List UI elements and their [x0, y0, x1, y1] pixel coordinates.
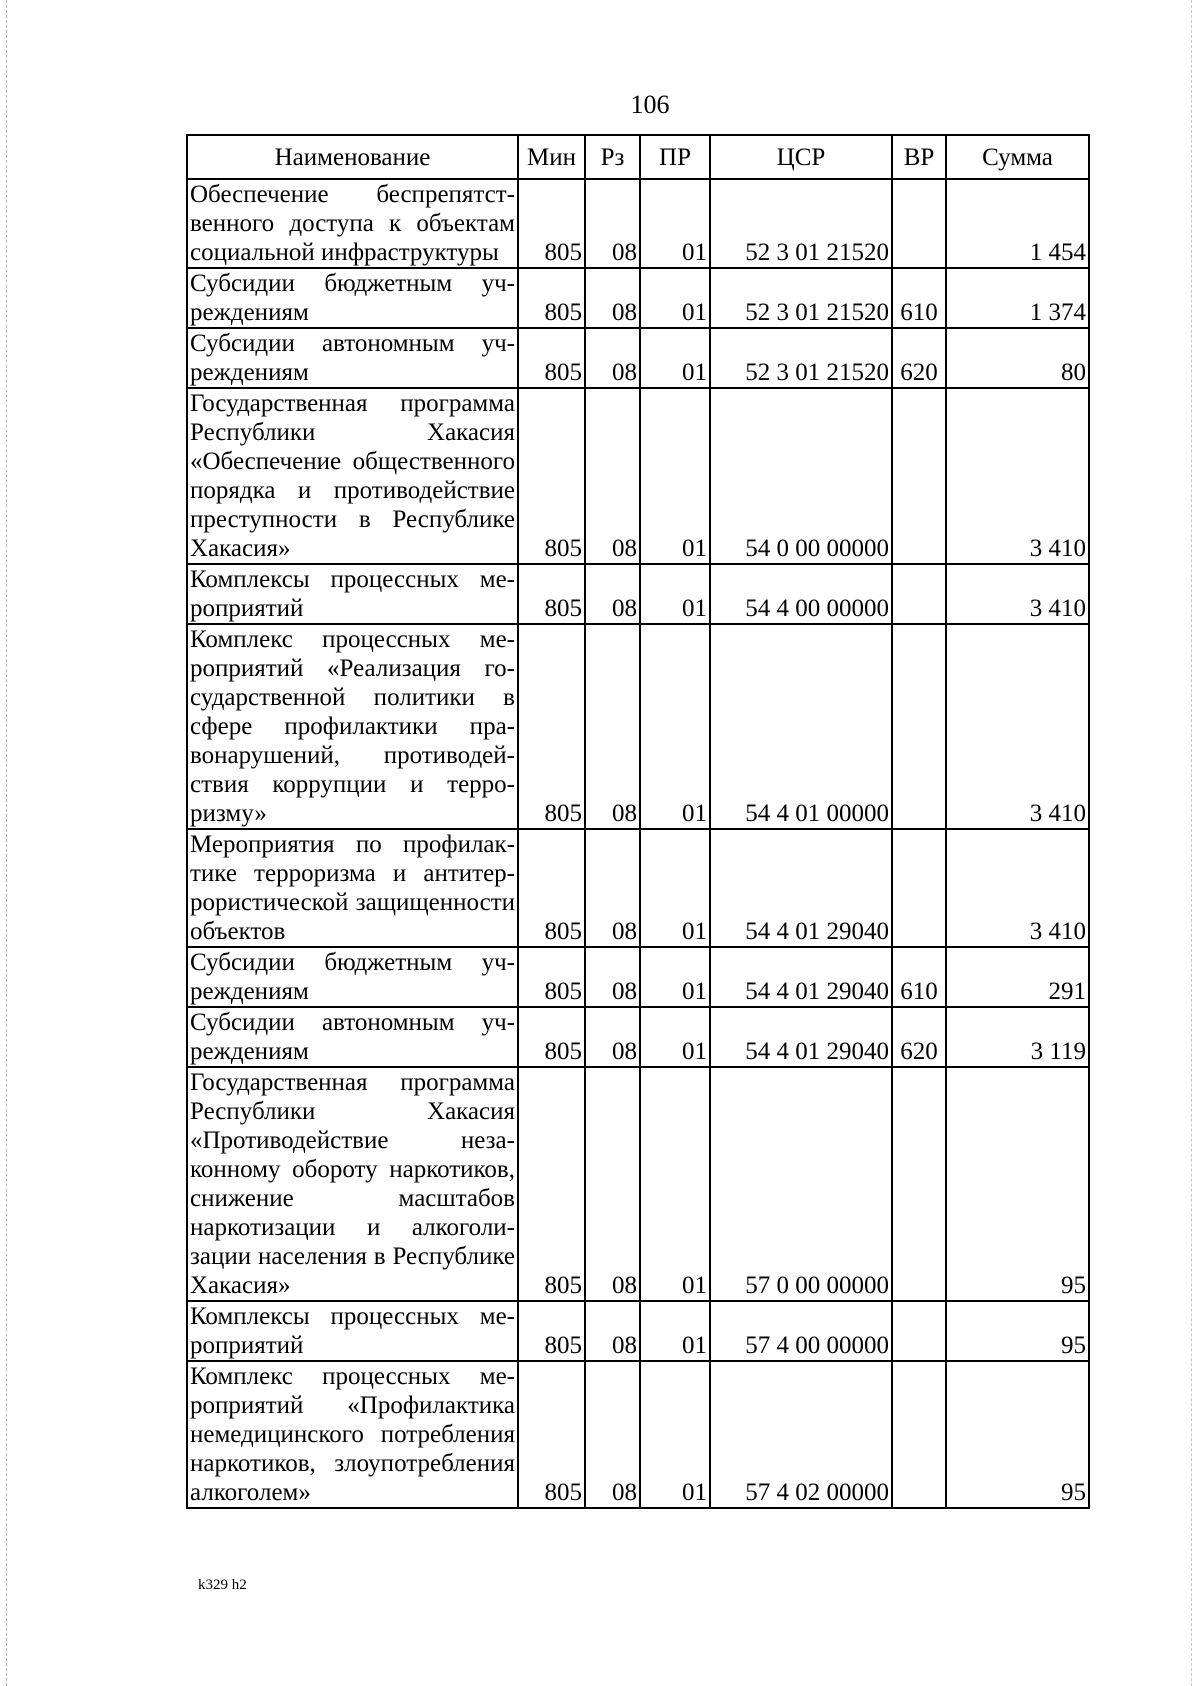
cell-vr [892, 829, 946, 947]
cell-rz: 08 [585, 1067, 640, 1301]
cell-sum: 3 119 [946, 1007, 1089, 1067]
table-row [187, 1301, 1089, 1361]
cell-min: 805 [518, 179, 585, 268]
header-rz: Рз [585, 135, 640, 179]
cell-pr: 01 [640, 947, 710, 1007]
table-row [187, 328, 1089, 388]
table-row [187, 1361, 1089, 1508]
cell-pr: 01 [640, 1007, 710, 1067]
cell-csr: 52 3 01 21520 [710, 268, 892, 328]
cell-csr: 54 4 01 29040 [710, 829, 892, 947]
cell-pr: 01 [640, 624, 710, 829]
cell-sum: 95 [946, 1301, 1089, 1361]
cell-name: Обеспечение беспрепятственного доступа к объектам социальной инфраструктуры [187, 179, 518, 268]
table-row [187, 947, 1089, 1007]
cell-csr: 57 0 00 00000 [710, 1067, 892, 1301]
header-pr: ПР [640, 135, 710, 179]
table-row [187, 388, 1089, 564]
cell-min: 805 [518, 1007, 585, 1067]
cell-csr: 54 4 01 29040 [710, 947, 892, 1007]
cell-rz: 08 [585, 564, 640, 624]
table-row [187, 179, 1089, 268]
table-row [187, 829, 1089, 947]
cell-sum: 1 454 [946, 179, 1089, 268]
cell-csr: 52 3 01 21520 [710, 328, 892, 388]
cell-name: Комплексы процессных мероприятий [187, 1301, 518, 1361]
cell-min: 805 [518, 1301, 585, 1361]
cell-name: Субсидии бюджетным учреждениям [187, 947, 518, 1007]
cell-csr: 54 4 01 00000 [710, 624, 892, 829]
cell-sum: 95 [946, 1067, 1089, 1301]
table-row [187, 564, 1089, 624]
cell-sum: 3 410 [946, 388, 1089, 564]
cell-vr [892, 1361, 946, 1508]
cell-rz: 08 [585, 947, 640, 1007]
cell-vr [892, 1301, 946, 1361]
cell-min: 805 [518, 328, 585, 388]
cell-name: Мероприятия по профилактике терроризма и антитеррористической защищенности объектов [187, 829, 518, 947]
page-number: 106 [630, 90, 670, 119]
header-csr: ЦСР [710, 135, 892, 179]
table-row [187, 624, 1089, 829]
cell-name: Государственная программа Республики Хакасия «Обеспечение общественного порядка и противодействие преступности в Республике Хакасия» [187, 388, 518, 564]
cell-rz: 08 [585, 1361, 640, 1508]
page-edge-right [1191, 0, 1192, 1686]
cell-pr: 01 [640, 1067, 710, 1301]
cell-pr: 01 [640, 388, 710, 564]
cell-rz: 08 [585, 388, 640, 564]
cell-vr [892, 564, 946, 624]
header-sum: Сумма [946, 135, 1089, 179]
cell-sum: 3 410 [946, 564, 1089, 624]
table-row [187, 1067, 1089, 1301]
cell-name: Государственная программа Республики Хакасия «Противодействие незаконному обороту наркотиков, снижение масштабов наркотизации и алкоголизации населения в Республике Хакасия» [187, 1067, 518, 1301]
cell-pr: 01 [640, 1361, 710, 1508]
cell-vr: 610 [892, 268, 946, 328]
cell-sum: 80 [946, 328, 1089, 388]
cell-sum: 1 374 [946, 268, 1089, 328]
cell-sum: 291 [946, 947, 1089, 1007]
cell-min: 805 [518, 829, 585, 947]
cell-pr: 01 [640, 179, 710, 268]
cell-name: Субсидии автономным учреждениям [187, 1007, 518, 1067]
cell-rz: 08 [585, 179, 640, 268]
cell-pr: 01 [640, 1301, 710, 1361]
cell-csr: 57 4 02 00000 [710, 1361, 892, 1508]
page-edge-left [6, 0, 7, 1686]
cell-csr: 57 4 00 00000 [710, 1301, 892, 1361]
cell-csr: 54 4 00 00000 [710, 564, 892, 624]
cell-pr: 01 [640, 564, 710, 624]
cell-name: Комплекс процессных мероприятий «Профилактика немедицинского потребления наркотиков, злоупотребления алкоголем» [187, 1361, 518, 1508]
budget-table [186, 134, 1090, 1509]
cell-vr: 620 [892, 328, 946, 388]
cell-sum: 3 410 [946, 624, 1089, 829]
cell-rz: 08 [585, 268, 640, 328]
cell-pr: 01 [640, 268, 710, 328]
cell-rz: 08 [585, 829, 640, 947]
cell-rz: 08 [585, 1301, 640, 1361]
cell-pr: 01 [640, 829, 710, 947]
cell-rz: 08 [585, 624, 640, 829]
cell-vr: 610 [892, 947, 946, 1007]
cell-min: 805 [518, 268, 585, 328]
cell-name: Субсидии бюджетным учреждениям [187, 268, 518, 328]
cell-min: 805 [518, 624, 585, 829]
table-row [187, 1007, 1089, 1067]
cell-rz: 08 [585, 1007, 640, 1067]
cell-name: Субсидии автономным учреждениям [187, 328, 518, 388]
cell-vr: 620 [892, 1007, 946, 1067]
cell-min: 805 [518, 388, 585, 564]
footer-code: k329 h2 [198, 1577, 247, 1593]
table-row [187, 268, 1089, 328]
table-header-row [187, 135, 1089, 179]
cell-name: Комплекс процессных мероприятий «Реализация государственной политики в сфере профилактики правонарушений, противодействия коррупции и терроризму» [187, 624, 518, 829]
header-name: Наименование [187, 135, 518, 179]
cell-csr: 52 3 01 21520 [710, 179, 892, 268]
cell-vr [892, 624, 946, 829]
cell-csr: 54 4 01 29040 [710, 1007, 892, 1067]
header-vr: ВР [892, 135, 946, 179]
header-min: Мин [518, 135, 585, 179]
cell-csr: 54 0 00 00000 [710, 388, 892, 564]
cell-sum: 3 410 [946, 829, 1089, 947]
cell-min: 805 [518, 1067, 585, 1301]
cell-vr [892, 388, 946, 564]
cell-min: 805 [518, 564, 585, 624]
cell-pr: 01 [640, 328, 710, 388]
cell-name: Комплексы процессных мероприятий [187, 564, 518, 624]
cell-vr [892, 179, 946, 268]
cell-vr [892, 1067, 946, 1301]
cell-sum: 95 [946, 1361, 1089, 1508]
cell-min: 805 [518, 947, 585, 1007]
cell-rz: 08 [585, 328, 640, 388]
cell-min: 805 [518, 1361, 585, 1508]
